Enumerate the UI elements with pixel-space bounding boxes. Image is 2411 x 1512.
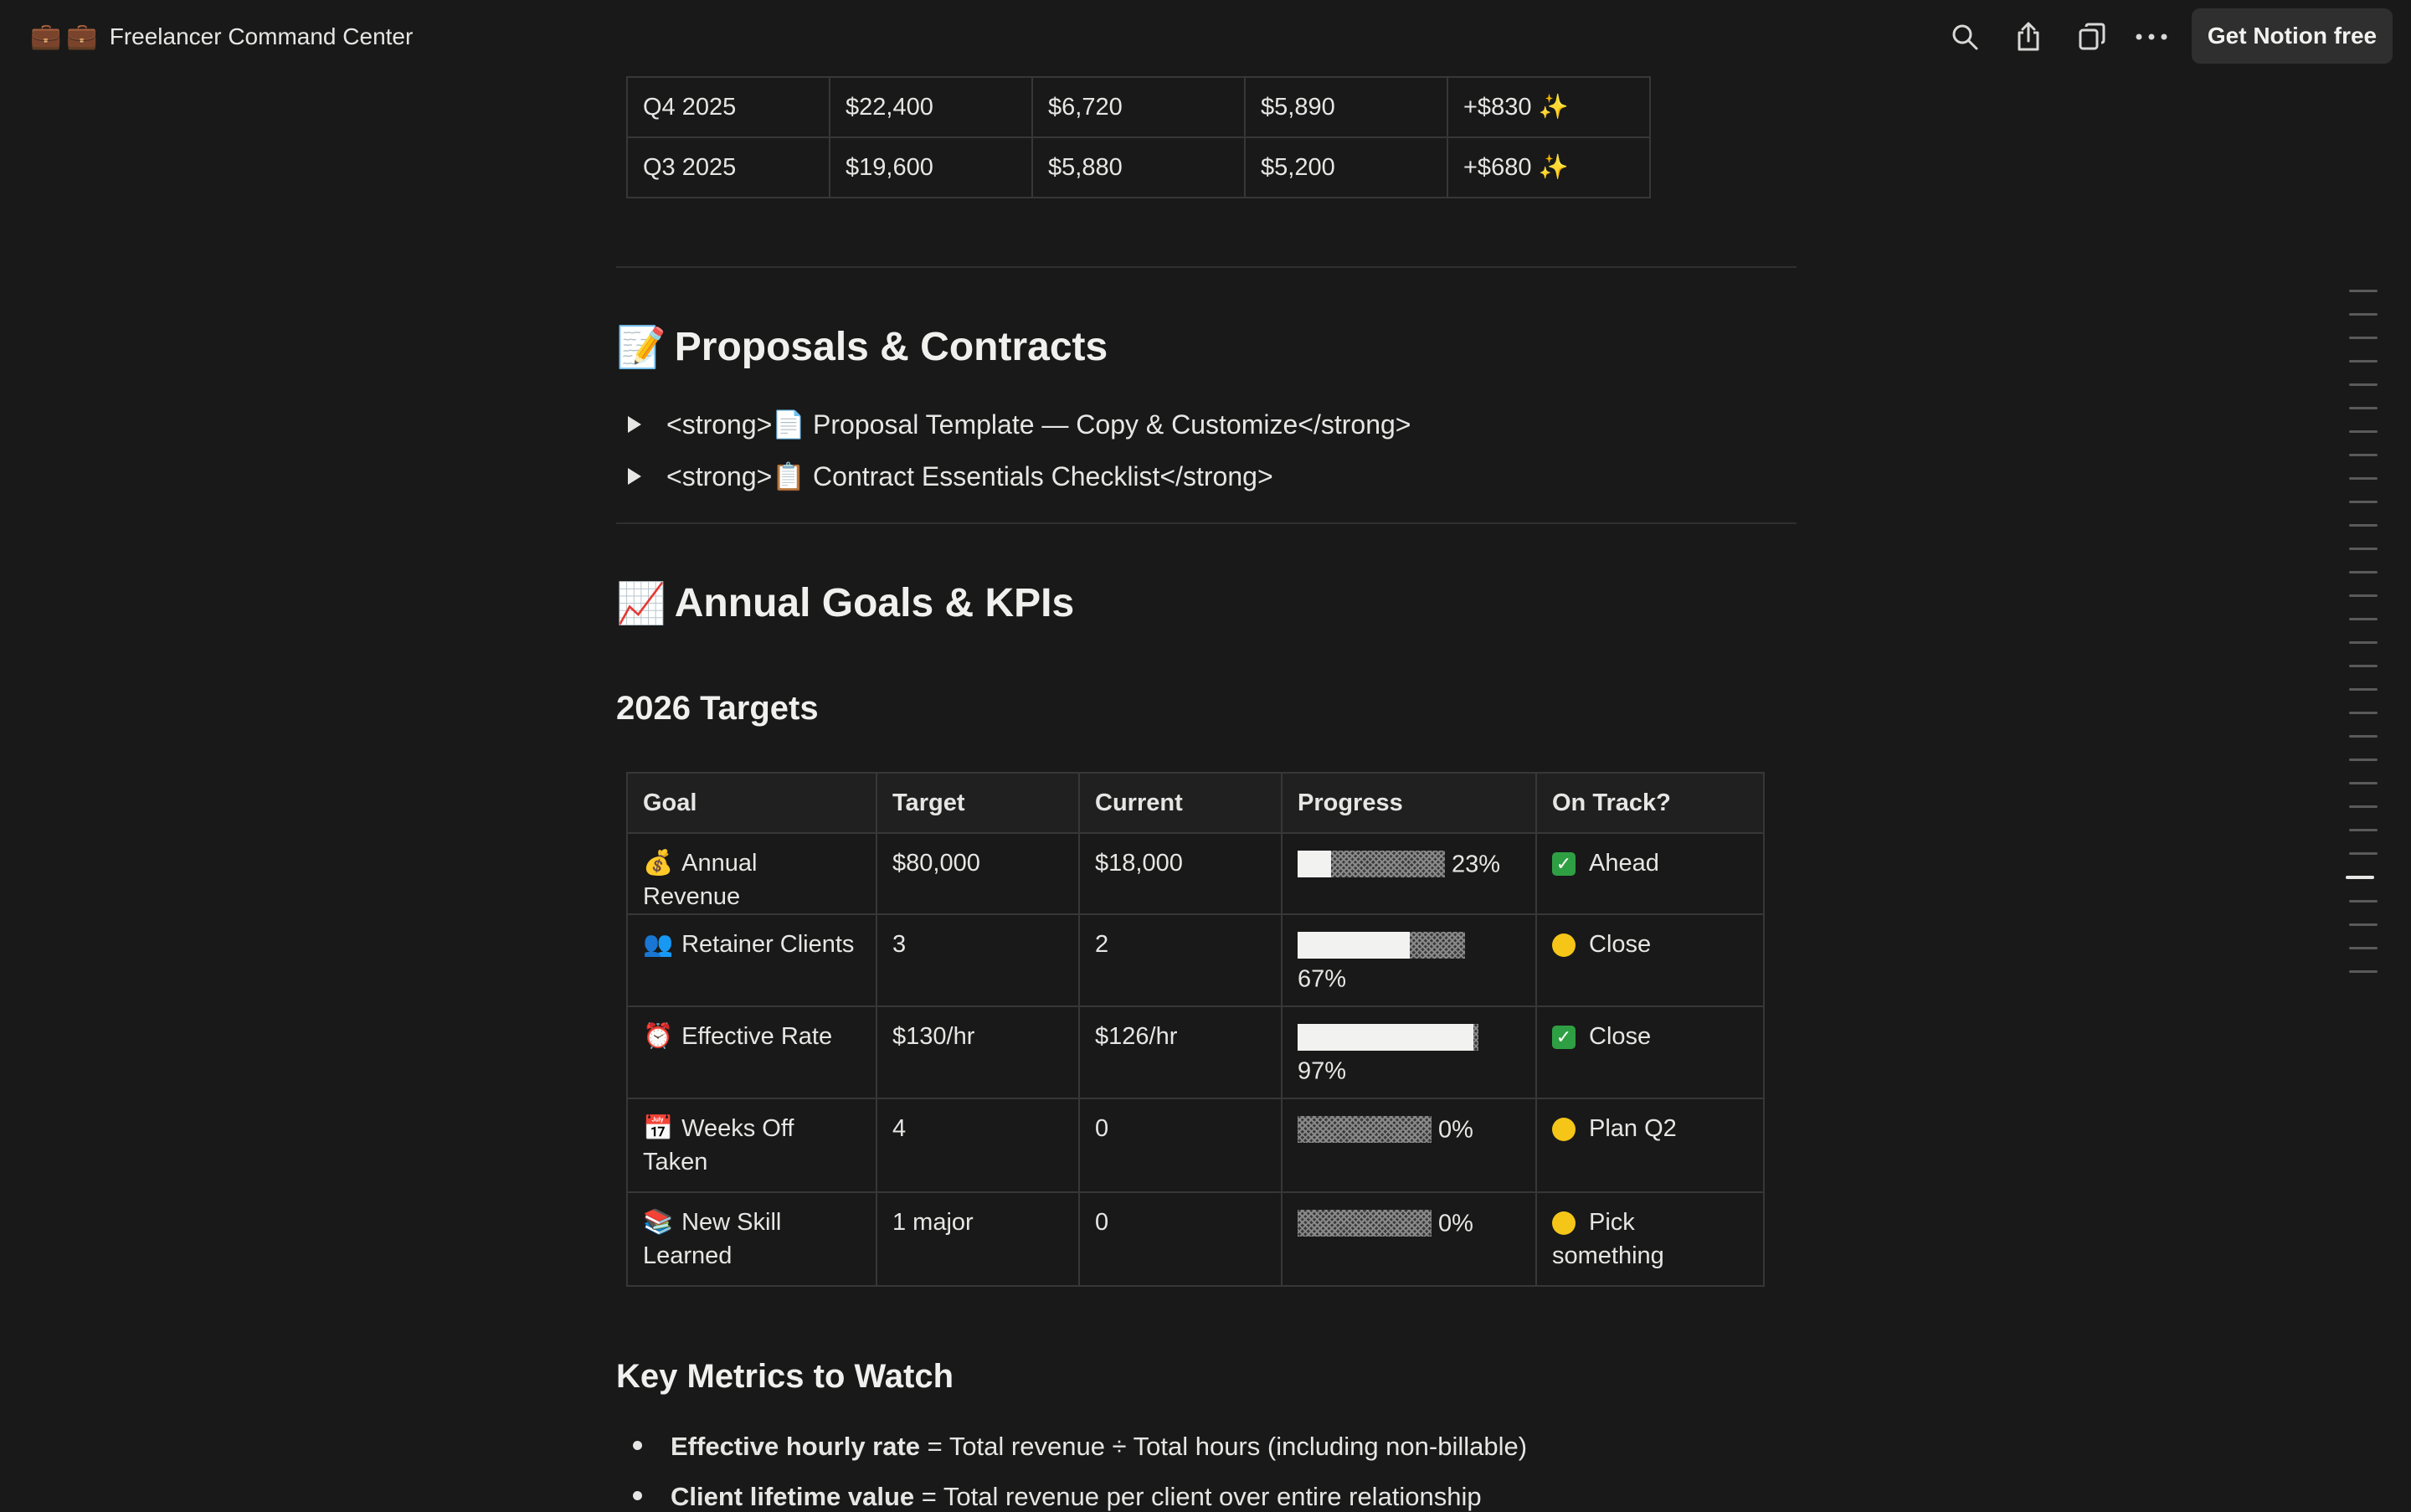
outline-tick[interactable] (2349, 618, 2378, 620)
outline-tick[interactable] (2349, 383, 2378, 386)
current-value: 0 (1095, 1209, 1109, 1236)
yellow-circle-icon (1552, 1211, 1576, 1235)
bullet-icon (633, 1491, 642, 1500)
progress-bar (1298, 851, 1445, 877)
table-cell[interactable]: +$830 ✨ (1447, 77, 1650, 137)
goal-name: Annual Revenue (643, 850, 758, 910)
target-value: 1 major (892, 1209, 974, 1236)
table-cell[interactable]: $5,200 (1245, 137, 1447, 198)
current-value: $18,000 (1095, 850, 1183, 877)
outline-tick[interactable] (2349, 524, 2378, 527)
table-cell[interactable]: $19,600 (830, 137, 1032, 198)
goal-emoji-icon: 📅 (643, 1115, 674, 1142)
yellow-circle-icon (1552, 933, 1576, 957)
column-header[interactable]: Goal (627, 773, 876, 833)
table-row (627, 1192, 1764, 1286)
bullet-icon (633, 1441, 642, 1450)
status-cell[interactable] (1536, 1006, 1764, 1098)
status-text: Close (1589, 1023, 1652, 1050)
current-value: 0 (1095, 1115, 1109, 1142)
goal-cell[interactable] (627, 914, 876, 1006)
outline-tick[interactable] (2349, 923, 2378, 926)
memo-icon: 📝 (616, 326, 666, 370)
table-cell[interactable]: Q3 2025 (627, 137, 830, 198)
metric-text: = Total revenue ÷ Total hours (including non-billable) (920, 1432, 1528, 1461)
status-cell[interactable] (1536, 1192, 1764, 1286)
outline-tick[interactable] (2349, 947, 2378, 949)
column-header[interactable]: Target (876, 773, 1079, 833)
progress-fill (1298, 1024, 1473, 1051)
goal-emoji-icon: 👥 (643, 931, 674, 958)
page-title: Freelancer Command Center (109, 23, 414, 49)
current-cell[interactable] (1079, 914, 1282, 1006)
goal-cell[interactable] (627, 1006, 876, 1098)
metric-term: Effective hourly rate (671, 1432, 921, 1461)
goal-name: Weeks Off Taken (643, 1115, 794, 1175)
table-row (627, 1006, 1764, 1098)
progress-cell[interactable] (1282, 1098, 1536, 1192)
status-text: Plan Q2 (1589, 1115, 1677, 1142)
check-mark-icon: ✓ (1552, 1026, 1576, 1049)
target-cell[interactable] (876, 833, 1079, 914)
outline-tick[interactable] (2349, 360, 2378, 363)
list-item (633, 1432, 1527, 1462)
chart-increasing-icon: 📈 (616, 582, 666, 626)
progress-bar (1298, 1210, 1432, 1237)
proposals-heading (616, 323, 1108, 371)
targets-subheading: 2026 Targets (616, 690, 819, 727)
outline-tick[interactable] (2349, 571, 2378, 573)
outline-tick[interactable] (2349, 735, 2378, 738)
top-bar (0, 0, 2411, 74)
current-cell[interactable] (1079, 833, 1282, 914)
goal-name: Effective Rate (681, 1023, 833, 1050)
divider (616, 522, 1797, 524)
toggle-contract-checklist[interactable] (628, 460, 1273, 492)
toggle-label: <strong>📋 Contract Essentials Checklist</strong> (666, 461, 1273, 491)
table-row (627, 77, 1650, 137)
target-value: $130/hr (892, 1023, 975, 1050)
target-cell[interactable] (876, 914, 1079, 1006)
progress-bar (1298, 1024, 1478, 1051)
table-cell[interactable]: +$680 ✨ (1447, 137, 1650, 198)
outline-tick[interactable] (2349, 665, 2378, 667)
progress-remaining (1298, 1116, 1432, 1143)
proposals-heading-text: Proposals & Contracts (674, 325, 1108, 369)
progress-remaining (1331, 851, 1445, 877)
outline-tick[interactable] (2349, 290, 2378, 292)
table-cell[interactable]: $5,890 (1245, 77, 1447, 137)
status-cell[interactable] (1536, 833, 1764, 914)
target-cell[interactable] (876, 1098, 1079, 1192)
outline-tick[interactable] (2349, 501, 2378, 503)
current-value: 2 (1095, 931, 1109, 958)
target-value: 3 (892, 931, 907, 958)
progress-remaining (1410, 932, 1465, 959)
target-value: $80,000 (892, 850, 980, 877)
page-outline[interactable] (2349, 290, 2378, 994)
briefcase-icon: 💼 (30, 23, 62, 50)
duplicate-icon[interactable] (2074, 18, 2110, 55)
outline-tick[interactable] (2349, 594, 2378, 597)
status-text: Ahead (1589, 850, 1659, 877)
table-header-row (627, 773, 1764, 833)
toggle-proposal-template[interactable] (628, 409, 1411, 440)
status-cell[interactable] (1536, 914, 1764, 1006)
outline-tick[interactable] (2349, 688, 2378, 691)
goal-name: New Skill Learned (643, 1209, 782, 1269)
table-cell[interactable]: Q4 2025 (627, 77, 830, 137)
progress-bar (1298, 932, 1465, 959)
goals-heading (616, 579, 1074, 627)
status-text: Pick something (1552, 1209, 1664, 1269)
table-row (627, 1098, 1764, 1192)
status-cell[interactable] (1536, 1098, 1764, 1192)
outline-tick[interactable] (2349, 454, 2378, 456)
target-cell[interactable] (876, 1006, 1079, 1098)
column-header[interactable]: Current (1079, 773, 1282, 833)
outline-tick[interactable] (2346, 876, 2374, 879)
progress-label: 97% (1298, 1057, 1347, 1085)
outline-tick[interactable] (2349, 407, 2378, 409)
progress-cell[interactable] (1282, 914, 1536, 1006)
search-icon[interactable] (1946, 18, 1983, 55)
table-cell[interactable]: $5,880 (1032, 137, 1245, 198)
outline-tick[interactable] (2349, 430, 2378, 433)
divider (616, 266, 1797, 268)
status-text: Close (1589, 931, 1652, 958)
outline-tick[interactable] (2349, 548, 2378, 550)
metric-term: Client lifetime value (671, 1482, 915, 1511)
table-row (627, 914, 1764, 1006)
quarterly-tax-table (626, 76, 1651, 198)
goal-name: Retainer Clients (681, 931, 855, 958)
outline-tick[interactable] (2349, 970, 2378, 973)
progress-remaining (1298, 1210, 1432, 1237)
progress-bar (1298, 1116, 1432, 1143)
table-cell[interactable]: $6,720 (1032, 77, 1245, 137)
goals-table (626, 772, 1765, 1287)
goal-cell[interactable] (627, 1192, 876, 1286)
table-row (627, 833, 1764, 914)
outline-tick[interactable] (2349, 782, 2378, 784)
current-cell[interactable] (1079, 1006, 1282, 1098)
goals-heading-text: Annual Goals & KPIs (674, 581, 1075, 625)
column-header[interactable]: Progress (1282, 773, 1536, 833)
outline-tick[interactable] (2349, 313, 2378, 316)
target-cell[interactable] (876, 1192, 1079, 1286)
outline-tick[interactable] (2349, 759, 2378, 761)
toggle-arrow-icon[interactable] (628, 416, 641, 433)
table-row (627, 137, 1650, 198)
progress-label: 0% (1438, 1116, 1473, 1144)
column-header[interactable]: On Track? (1536, 773, 1764, 833)
check-mark-icon: ✓ (1552, 852, 1576, 876)
toggle-label: <strong>📄 Proposal Template — Copy & Customize</strong> (666, 409, 1411, 440)
target-value: 4 (892, 1115, 907, 1142)
progress-label: 23% (1452, 851, 1501, 878)
page-icon: 💼 (66, 23, 98, 50)
breadcrumb[interactable] (30, 18, 413, 55)
list-item (633, 1482, 1482, 1512)
outline-tick[interactable] (2349, 477, 2378, 480)
more-options-icon[interactable] (2133, 18, 2170, 55)
progress-fill (1298, 932, 1410, 959)
yellow-circle-icon (1552, 1118, 1576, 1141)
current-value: $126/hr (1095, 1023, 1178, 1050)
outline-tick[interactable] (2349, 829, 2378, 831)
toggle-arrow-icon[interactable] (628, 468, 641, 485)
goal-cell[interactable] (627, 833, 876, 914)
outline-tick[interactable] (2349, 805, 2378, 808)
progress-label: 67% (1298, 965, 1347, 993)
table-cell[interactable]: $22,400 (830, 77, 1032, 137)
progress-remaining (1473, 1024, 1478, 1051)
share-icon[interactable] (2010, 18, 2047, 55)
outline-tick[interactable] (2349, 337, 2378, 339)
metric-text: = Total revenue per client over entire relationship (914, 1482, 1482, 1511)
progress-label: 0% (1438, 1210, 1473, 1237)
metrics-heading: Key Metrics to Watch (616, 1358, 954, 1395)
get-notion-free-button[interactable]: Get Notion free (2192, 8, 2393, 64)
goal-emoji-icon: ⏰ (643, 1023, 674, 1050)
goal-emoji-icon: 💰 (643, 850, 674, 877)
current-cell[interactable] (1079, 1098, 1282, 1192)
goal-cell[interactable] (627, 1098, 876, 1192)
progress-cell[interactable] (1282, 833, 1536, 914)
outline-tick[interactable] (2349, 852, 2378, 855)
current-cell[interactable] (1079, 1192, 1282, 1286)
outline-tick[interactable] (2349, 641, 2378, 644)
progress-cell[interactable] (1282, 1192, 1536, 1286)
goal-emoji-icon: 📚 (643, 1209, 674, 1236)
progress-fill (1298, 851, 1331, 877)
outline-tick[interactable] (2349, 712, 2378, 714)
outline-tick[interactable] (2349, 900, 2378, 903)
progress-cell[interactable] (1282, 1006, 1536, 1098)
